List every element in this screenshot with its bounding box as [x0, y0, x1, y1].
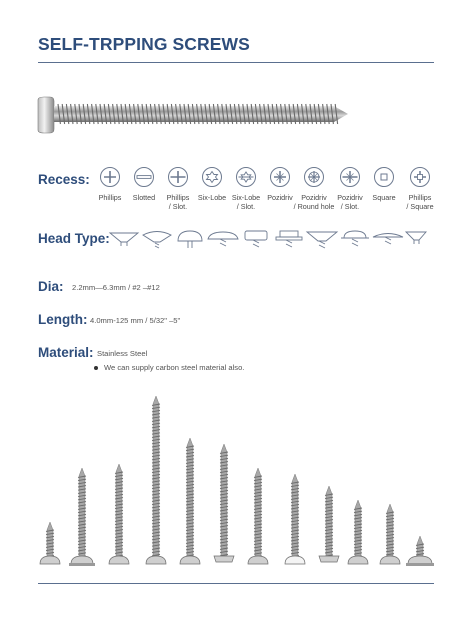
recess-caption: Phillips / Slot. — [166, 193, 190, 211]
pozidriv-icon — [269, 166, 291, 188]
head-truss-icon — [208, 232, 238, 246]
head-hex-washer-icon — [276, 231, 302, 247]
pozidriv-round-hole-icon — [303, 166, 325, 188]
recess-caption: Pozidriv / Slot. — [337, 193, 363, 211]
head-countersunk-icon — [110, 233, 138, 246]
material-note-text: We can supply carbon steel material also. — [104, 363, 245, 372]
head-type-label: Head Type: — [38, 231, 110, 246]
recess-caption: Six-Lobe / Slot. — [231, 193, 261, 211]
screw-samples-image — [30, 392, 442, 574]
phillips-slot-icon — [167, 166, 189, 188]
head-round-washer-icon — [341, 231, 369, 246]
material-label: Material: — [38, 345, 94, 360]
hero-screw-image — [36, 94, 356, 136]
material-value: Stainless Steel — [97, 349, 148, 358]
recess-caption: Slotted — [132, 193, 156, 202]
recess-item-phillips-square — [398, 166, 442, 211]
length-value: 4.0mm-125 mm / 5/32" –5" — [90, 316, 181, 325]
bullet-icon — [94, 366, 98, 370]
square-icon — [373, 166, 395, 188]
recess-label: Recess: — [38, 172, 90, 187]
head-wafer-icon — [373, 234, 403, 245]
head-cheese-icon — [245, 231, 267, 247]
pozidriv-slot-icon — [339, 166, 361, 188]
length-label: Length: — [38, 312, 88, 327]
head-oval-countersunk-icon — [143, 232, 171, 249]
page-title: SELF-TRPPING SCREWS — [38, 34, 250, 54]
head-flat-icon — [307, 232, 337, 248]
dia-value: 2.2mm—6.3mm / #2 –#12 — [72, 283, 160, 292]
phillips-square-icon — [409, 166, 431, 188]
phillips-icon — [99, 166, 121, 188]
recess-caption: Square — [372, 193, 396, 202]
recess-caption: Six-Lobe — [197, 193, 227, 202]
head-trim-icon — [406, 232, 426, 244]
recess-caption: Pozidriv / Round hole — [293, 193, 335, 211]
title-divider — [38, 62, 434, 63]
slotted-icon — [133, 166, 155, 188]
six-lobe-icon — [201, 166, 223, 188]
dia-label: Dia: — [38, 279, 64, 294]
head-type-diagrams — [108, 228, 428, 250]
recess-caption: Phillips / Square — [406, 193, 434, 211]
head-pan-icon — [178, 231, 202, 248]
material-note — [94, 363, 244, 372]
recess-caption: Phillips — [98, 193, 122, 202]
recess-caption: Pozidriv — [267, 193, 293, 202]
six-lobe-slot-icon — [235, 166, 257, 188]
bottom-divider — [38, 583, 434, 584]
recess-icon-row — [88, 166, 440, 236]
